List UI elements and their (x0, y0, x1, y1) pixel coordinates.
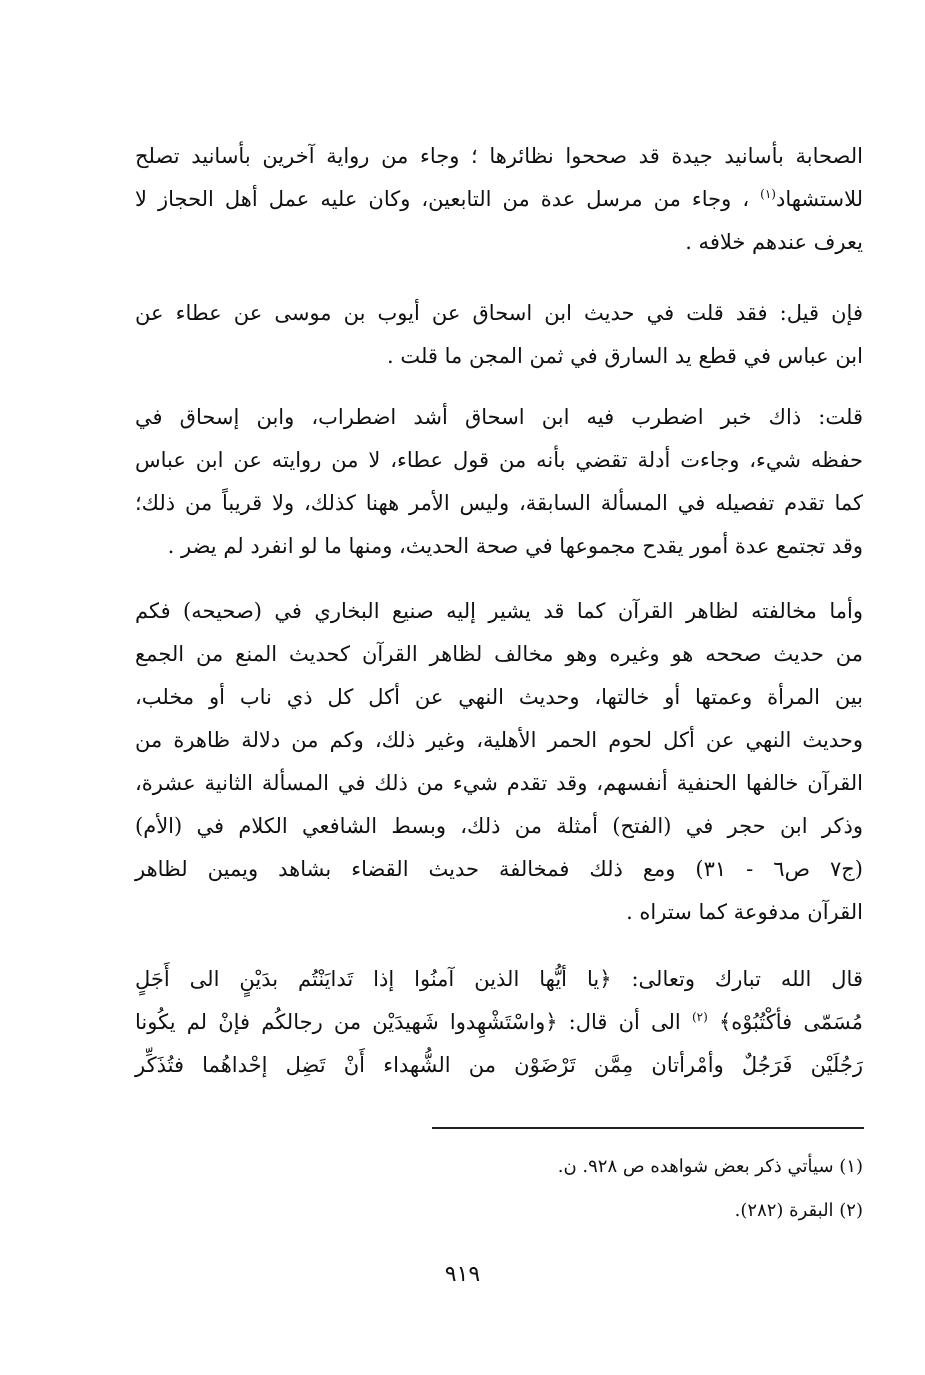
text-line: من حديث صححه هو وغيره وهو مخالف لظاهر القرآن كحديث المنع من الجمع (135, 642, 863, 666)
text-line: فإن قيل: فقد قلت في حديث ابن اسحاق عن أيوب بن موسى عن عطاء عن (135, 301, 863, 325)
text-line: القرآن مدفوعة كما ستراه . (626, 900, 863, 924)
footnote-divider (432, 1127, 864, 1129)
footnote-1: (١) سيأتي ذكر بعض شواهده ص ٩٢٨. ن. (557, 1156, 863, 1177)
paragraph-3 (135, 396, 863, 568)
text-line: (ج٧ ص٦ - ٣١) ومع ذلك فمخالفة حديث القضاء بشاهد ويمين لظاهر (135, 857, 863, 881)
paragraph-1 (135, 135, 863, 264)
text-line: القرآن خالفها الحنفية أنفسهم، وقد تقدم شيء من ذلك في المسألة الثانية عشرة، (135, 771, 863, 795)
text-line (135, 178, 863, 221)
footnote-2: (٢) البقرة (٢٨٢). (734, 1200, 863, 1221)
text-line: قلت: ذاك خبر اضطرب فيه ابن اسحاق أشد اضطراب، وابن إسحاق في (135, 405, 863, 429)
text-line: وقد تجتمع عدة أمور يقدح مجموعها في صحة الحديث، ومنها ما لو انفرد لم يضر . (167, 534, 863, 558)
footnote-ref-2[interactable]: (٢) (691, 1010, 708, 1024)
text-fragment: مُسَمّى فأكْتُبُوْه﴾ (718, 1010, 863, 1034)
footnote-ref-1[interactable]: (١) (760, 187, 776, 201)
text-line: بين المرأة وعمتها أو خالتها، وحديث النهي عن أكل كل ذي ناب أو مخلب، (135, 685, 863, 709)
text-line: حفظه شيء، وجاءت أدلة تقضي بأنه من قول عطاء، لا من روايته عن ابن عباس (135, 448, 863, 472)
page-number: ٩١٩ (444, 1262, 481, 1287)
paragraph-2 (135, 292, 863, 378)
paragraph-5 (135, 958, 863, 1087)
text-line: وذكر ابن حجر في (الفتح) أمثلة من ذلك، وبسط الشافعي الكلام في (الأم) (135, 814, 863, 838)
text-line (135, 1001, 863, 1044)
text-line: كما تقدم تفصيله في المسألة السابقة، وليس الأمر ههنا كذلك، ولا قريباً من ذلك؛ (135, 491, 863, 515)
paragraph-4 (135, 590, 863, 934)
text-line: وأما مخالفته لظاهر القرآن كما قد يشير إليه صنيع البخاري في (صحيحه) فكم (135, 599, 863, 623)
text-line: رَجُلَيْن فَرَجُلٌ وأمْرأتان مِمَّن تَرْضَوْن من الشُّهداء أَنْ تَضِل إحْداهُما فتُذَكِّر (135, 1053, 863, 1077)
text-fragment: ، وجاء من مرسل عدة من التابعين، وكان عليه عمل أهل الحجاز لا (135, 187, 750, 211)
text-fragment: للاستشهاد (775, 187, 863, 211)
text-line: ابن عباس في قطع يد السارق في ثمن المجن ما قلت . (386, 344, 863, 368)
text-fragment: الى أن قال: ﴿واسْتَشْهِدوا شَهيدَيْن من رجالكُم فإنْ لم يكُونا (135, 1010, 681, 1034)
text-line: يعرف عندهم خلافه . (685, 230, 863, 254)
text-line: وحديث النهي عن أكل لحوم الحمر الأهلية، وغير ذلك، وكم من دلالة ظاهرة من (135, 728, 863, 752)
text-line: قال الله تبارك وتعالى: ﴿يا أيُّها الذين آمنُوا إذا تَدايَنْتُم بدَيْنٍ الى أَجَلٍ (135, 967, 863, 991)
footnotes (300, 1145, 863, 1233)
text-line: الصحابة بأسانيد جيدة قد صححوا نظائرها ؛ وجاء من رواية آخرين بأسانيد تصلح (135, 144, 863, 168)
